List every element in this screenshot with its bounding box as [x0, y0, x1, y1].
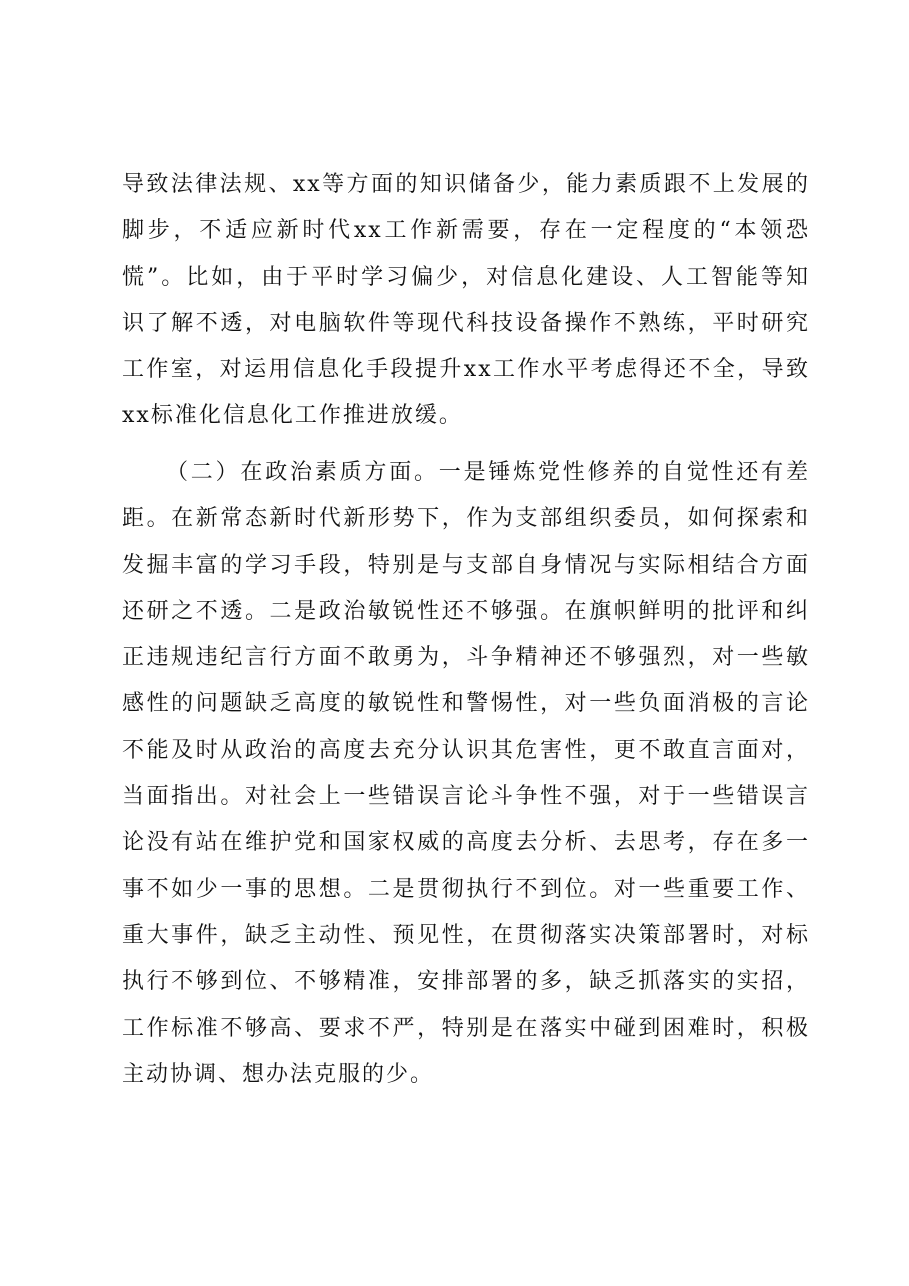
- text-line: 工作室，对运用信息化手段提升xx工作水平考虑得还不全，导致: [122, 357, 810, 383]
- text-line: 慌”。比如，由于平时学习偏少，对信息化建设、人工智能等知: [122, 264, 810, 290]
- text-line: 识了解不透，对电脑软件等现代科技设备操作不熟练，平时研究: [122, 310, 810, 336]
- text-line: 发掘丰富的学习手段，特别是与支部自身情况与实际相结合方面: [122, 552, 810, 578]
- text-line-last: xx标准化信息化工作推进放缓。: [122, 403, 463, 429]
- text-line-last: 主动协调、想办法克服的少。: [122, 1061, 435, 1087]
- text-line: 执行不够到位、不够精准，安排部署的多，缺乏抓落实的实招，: [122, 969, 810, 995]
- text-line: 感性的问题缺乏高度的敏锐性和警惕性，对一些负面消极的言论: [122, 691, 810, 717]
- text-line: 正违规违纪言行方面不敢勇为，斗争精神还不够强烈，对一些敏: [122, 645, 810, 671]
- text-line: 重大事件，缺乏主动性、预见性，在贯彻落实决策部署时，对标: [122, 922, 810, 948]
- text-line: 论没有站在维护党和国家权威的高度去分析、去思考，存在多一: [122, 830, 810, 856]
- text-line: 不能及时从政治的高度去充分认识其危害性，更不敢直言面对，: [122, 737, 810, 763]
- text-line: 导致法律法规、xx等方面的知识储备少，能力素质跟不上发展的: [122, 172, 810, 197]
- paragraph-knowledge-shortfall: [122, 162, 810, 440]
- text-line: 当面指出。对社会上一些错误言论斗争性不强，对于一些错误言: [122, 784, 810, 810]
- text-line: 还研之不透。二是政治敏锐性还不够强。在旗帜鲜明的批评和纠: [122, 598, 810, 624]
- paragraph-political-quality: [122, 450, 810, 1098]
- text-line: 事不如少一事的思想。二是贯彻执行不到位。对一些重要工作、: [122, 876, 810, 902]
- section-heading-line: （二）在政治素质方面。一是锤炼党性修养的自觉性还有差: [166, 460, 810, 485]
- text-line: 脚步，不适应新时代xx工作新需要，存在一定程度的“本领恐: [122, 218, 810, 244]
- text-line: 距。在新常态新时代新形势下，作为支部组织委员，如何探索和: [122, 506, 810, 532]
- text-line: 工作标准不够高、要求不严，特别是在落实中碰到困难时，积极: [122, 1015, 810, 1041]
